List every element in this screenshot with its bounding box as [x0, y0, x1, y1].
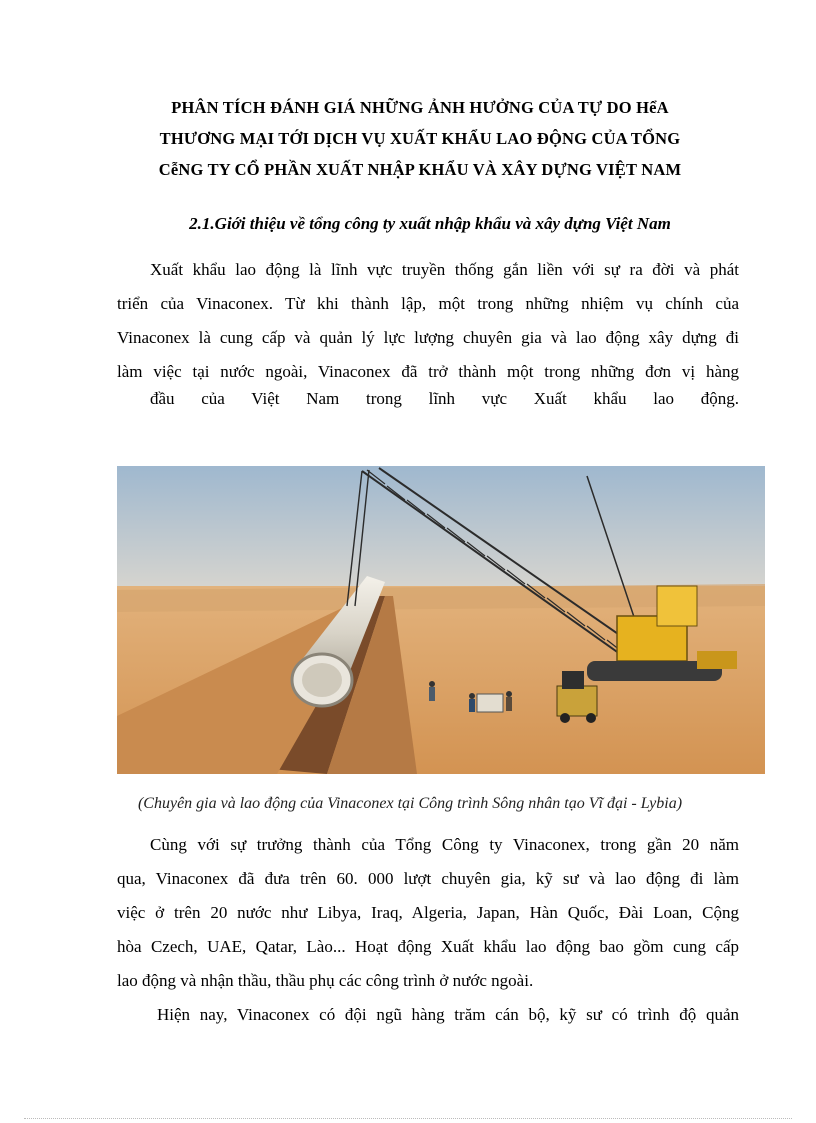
paragraph-2-line: qua, Vinaconex đã đưa trên 60. 000 lượt chuyên gia, kỹ sư và lao động đi làm [117, 869, 739, 888]
paragraph-1-line: Vinaconex là cung cấp và quản lý lực lượng chuyên gia và lao động xây dựng đi [117, 328, 739, 347]
page-bottom-rule [24, 1118, 792, 1119]
construction-photo [117, 466, 765, 774]
paragraph-1-last-line: đầu của Việt Nam trong lĩnh vực Xuất khẩu lao động. [150, 389, 739, 408]
service-truck [557, 686, 597, 716]
title-line-1: PHÂN TÍCH ĐÁNH GIÁ NHỮNG ẢNH HƯỞNG CỦA TỰ DO HểA [171, 98, 669, 117]
photo-caption: (Chuyên gia và lao động của Vinaconex tại Công trình Sông nhân tạo Vĩ đại - Lybia) [137, 795, 683, 812]
paragraph-2-line: việc ở trên 20 nước như Libya, Iraq, Algeria, Japan, Hàn Quốc, Đài Loan, Cộng [117, 903, 739, 922]
paragraph-1 [117, 253, 739, 389]
document-title [100, 92, 740, 185]
worker [506, 691, 512, 697]
title-line-2: THƯƠNG MẠI TỚI DỊCH VỤ XUẤT KHẨU LAO ĐỘNG CỦA TỔNG [159, 129, 681, 148]
title-line-3: CễNG TY CỔ PHẦN XUẤT NHẬP KHẨU VÀ XÂY DỰNG VIỆT NAM [158, 160, 682, 179]
paragraph-2-line: Cùng với sự trưởng thành của Tổng Công ty Vinaconex, trong gần 20 năm [150, 835, 739, 854]
paragraph-1-line: làm việc tại nước ngoài, Vinaconex đã trở thành một trong những đơn vị hàng [117, 362, 739, 381]
paragraph-2-line: lao động và nhận thầu, thầu phụ các công trình ở nước ngoài. [117, 971, 534, 990]
paragraph-3-line: Hiện nay, Vinaconex có đội ngũ hàng trăm cán bộ, kỹ sư có trình độ quản [157, 1005, 739, 1024]
section-heading: 2.1.Giới thiệu về tổng công ty xuất nhập khẩu và xây dựng Việt Nam [189, 214, 671, 233]
worker [429, 681, 435, 687]
paragraph-2 [117, 828, 739, 998]
paragraph-1-line: triển của Vinaconex. Từ khi thành lập, một trong những nhiệm vụ chính của [117, 294, 739, 313]
paragraph-1-line: Xuất khẩu lao động là lĩnh vực truyền thống gắn liền với sự ra đời và phát [150, 260, 739, 279]
sky [117, 466, 765, 596]
generator [477, 694, 503, 712]
paragraph-2-line: hòa Czech, UAE, Qatar, Lào... Hoạt động Xuất khẩu lao động bao gồm cung cấp [117, 937, 739, 956]
worker [469, 693, 475, 699]
paragraph-3 [117, 998, 739, 1032]
